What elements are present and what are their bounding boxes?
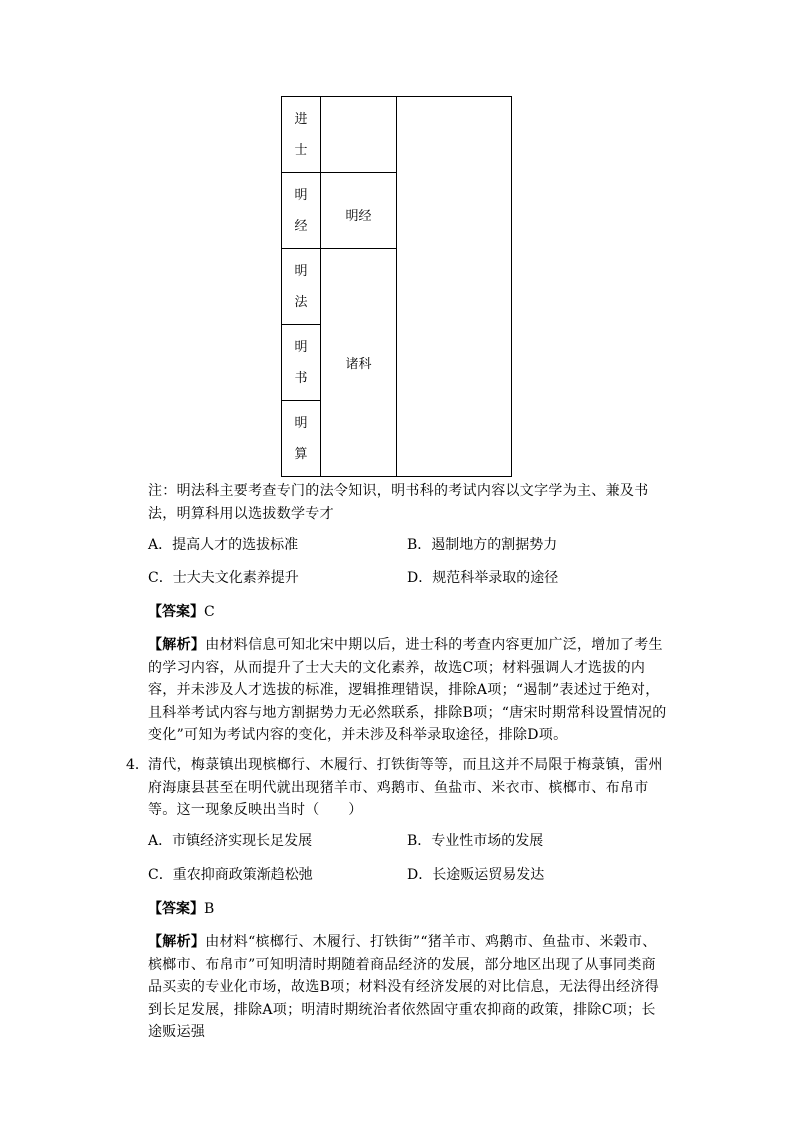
table-cell-jinshi: 进 士 (282, 97, 321, 173)
q3-option-d: D．规范科举录取的途径 (407, 570, 559, 586)
answer-label: 【答案】 (148, 604, 204, 620)
answer-value: C (204, 604, 215, 620)
answer-label: 【答案】 (148, 901, 204, 917)
q4-answer (148, 898, 214, 920)
answer-value: B (204, 901, 215, 917)
table-cell-zhuke-label: 诸科 (321, 249, 397, 477)
q4-number: 4． (126, 757, 149, 773)
q4-option-c: C．重农抑商政策渐趋松弛 (148, 867, 313, 883)
q3-option-c: C．士大夫文化素养提升 (148, 570, 299, 586)
table-cell-right-empty (397, 97, 512, 477)
table-row (282, 97, 512, 173)
table-cell-mingjing-label: 明经 (321, 173, 397, 249)
table-cell-mingfa: 明 法 (282, 249, 321, 325)
table-cell-mingshu: 明 书 (282, 325, 321, 401)
q4-option-a: A．市镇经济实现长足发展 (148, 833, 313, 849)
q3-analysis (148, 634, 668, 747)
table-cell-empty (321, 97, 397, 173)
q4-analysis (148, 931, 668, 1044)
analysis-label: 【解析】 (148, 934, 206, 950)
q4-stem: 清代，梅菉镇出现槟榔行、木履行、打铁街等等，而且这并不局限于梅菉镇，雷州府海康县甚至在明代就出现猪羊市、鸡鹅市、鱼盐市、米衣市、槟榔市、布帛市等。这一现象反映出当时（ ） (148, 757, 663, 818)
q3-option-b: B．遏制地方的割据势力 (407, 537, 558, 553)
q4-option-d: D．长途贩运贸易发达 (407, 867, 545, 883)
exam-subjects-table (281, 96, 512, 477)
table-cell-mingsuan: 明 算 (282, 401, 321, 477)
table-cell-mingjing: 明 经 (282, 173, 321, 249)
analysis-text: 由材料信息可知北宋中期以后，进士科的考查内容更加广泛，增加了考生的学习内容，从而提升了士大夫的文化素养，故选C项；材料强调人才选拔的内容，并未涉及人才选拔的标准，逻辑推理错误，排除A项；“遏制”表述过于绝对，且科举考试内容与地方割据势力无必然联系，排除B项；“唐宋时期常科设置情况的变化”可知为考试内容的变化，并未涉及科举录取途径，排除D项。 (148, 637, 667, 743)
q3-answer (148, 601, 215, 623)
q4-option-b: B．专业性市场的发展 (407, 833, 544, 849)
table-note: 注：明法科主要考查专门的法令知识，明书科的考试内容以文字学为主、兼及书法，明算科用以选拔数学专才 (148, 483, 649, 522)
analysis-label: 【解析】 (148, 637, 206, 653)
q3-option-a: A．提高人才的选拔标准 (148, 537, 299, 553)
analysis-text: 由材料“槟榔行、木履行、打铁街”“猪羊市、鸡鹅市、鱼盐市、米榖市、槟榔市、布帛市”可知明清时期随着商品经济的发展，部分地区出现了从事同类商品买卖的专业化市场，故选B项；材料没有经济发展的对比信息，无法得出经济得到长足发展，排除A项；明清时期统治者依然固守重农抑商的政策，排除C项；长途贩运强 (148, 934, 660, 1040)
